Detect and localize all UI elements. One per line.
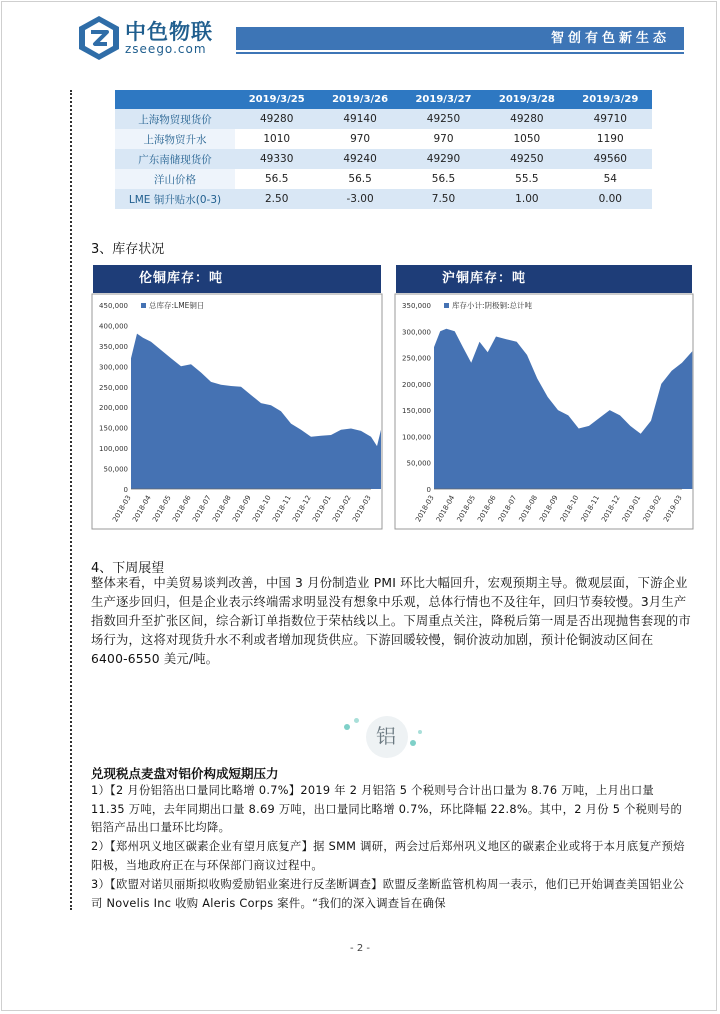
decor-dot bbox=[344, 724, 350, 730]
price-table-header bbox=[115, 90, 235, 109]
x-tick-label: 2018-06 bbox=[476, 494, 498, 524]
table-cell: -3.00 bbox=[318, 189, 401, 209]
x-tick-label: 2018-09 bbox=[231, 494, 253, 524]
table-cell: 2.50 bbox=[235, 189, 318, 209]
table-cell: 970 bbox=[318, 129, 401, 149]
section-heading-inventory: 3、库存状况 bbox=[91, 242, 165, 257]
y-tick-label: 350,000 bbox=[99, 342, 128, 351]
zseego-logo-icon bbox=[75, 14, 123, 62]
x-tick-label: 2018-10 bbox=[558, 494, 581, 524]
table-cell: 49240 bbox=[318, 149, 401, 169]
row-label: 上海物贸现货价 bbox=[115, 109, 235, 129]
x-tick-label: 2018-09 bbox=[538, 494, 560, 524]
table-cell: 0.00 bbox=[569, 189, 652, 209]
y-tick-label: 50,000 bbox=[103, 465, 128, 474]
price-table-header: 2019/3/28 bbox=[485, 90, 568, 109]
table-cell: 49250 bbox=[485, 149, 568, 169]
aluminum-section-title: 兑现税点麦盘对铝价构成短期压力 bbox=[91, 766, 279, 781]
legend-label: 总库存:LME铜日 bbox=[149, 301, 205, 310]
x-tick-label: 2018-07 bbox=[191, 494, 213, 524]
table-cell: 1050 bbox=[485, 129, 568, 149]
table-cell: 56.5 bbox=[318, 169, 401, 189]
legend-label: 库存小计:阴极铜:总计吨 bbox=[452, 301, 533, 310]
y-tick-label: 250,000 bbox=[402, 354, 431, 363]
table-cell: 49280 bbox=[485, 109, 568, 129]
x-tick-label: 2019-03 bbox=[351, 494, 373, 524]
y-tick-label: 300,000 bbox=[99, 363, 128, 372]
y-tick-label: 0 bbox=[426, 486, 431, 494]
chart-title-lme: 伦铜库存：吨 bbox=[93, 265, 381, 293]
x-tick-label: 2018-07 bbox=[496, 494, 519, 524]
x-tick-label: 2019-02 bbox=[641, 494, 664, 524]
table-cell: 49280 bbox=[235, 109, 318, 129]
y-tick-label: 250,000 bbox=[99, 383, 128, 392]
margin-dotted-line bbox=[70, 90, 72, 910]
x-tick-label: 2019-02 bbox=[331, 494, 353, 524]
x-tick-label: 2018-08 bbox=[211, 494, 233, 524]
y-tick-label: 200,000 bbox=[402, 380, 431, 389]
table-cell: 49290 bbox=[402, 149, 485, 169]
decor-dot bbox=[354, 718, 359, 723]
x-tick-label: 2019-03 bbox=[662, 494, 684, 524]
aluminum-badge-label: 铝 bbox=[376, 724, 396, 748]
x-tick-label: 2018-11 bbox=[579, 494, 602, 524]
price-table-header-row bbox=[115, 90, 652, 109]
x-tick-label: 2018-06 bbox=[171, 494, 193, 524]
x-tick-label: 2018-03 bbox=[111, 494, 133, 524]
y-tick-label: 100,000 bbox=[402, 433, 431, 442]
table-row bbox=[115, 149, 652, 169]
y-tick-label: 200,000 bbox=[99, 404, 128, 413]
table-row bbox=[115, 169, 652, 189]
table-cell: 7.50 bbox=[402, 189, 485, 209]
table-cell: 49560 bbox=[569, 149, 652, 169]
price-table-header: 2019/3/26 bbox=[318, 90, 401, 109]
x-tick-label: 2018-12 bbox=[600, 494, 622, 524]
table-cell: 970 bbox=[402, 129, 485, 149]
row-label: 上海物贸升水 bbox=[115, 129, 235, 149]
x-tick-label: 2019-01 bbox=[620, 494, 643, 524]
table-row bbox=[115, 189, 652, 209]
shfe-inventory-chart bbox=[394, 293, 694, 530]
x-tick-label: 2018-04 bbox=[131, 494, 153, 524]
x-tick-label: 2018-05 bbox=[455, 494, 478, 524]
x-tick-label: 2019-01 bbox=[311, 494, 333, 524]
table-cell: 1010 bbox=[235, 129, 318, 149]
outlook-paragraph: 整体来看，中美贸易谈判改善，中国 3 月份制造业 PMI 环比大幅回升，宏观预期主导。微观层面，下游企业生产逐步回归，但是企业表示终端需求明显没有想象中乐观，总体行情也不及往年，回归节奏较慢。3月生产指数回升至扩张区间，综合新订单指数位于荣枯线以上。下周重点关注，降税后第一周是否出现抛售套现的市场行为，这将对现货升水不利或者增加现货供应。下游回暖较慢，铜价波动加剧，预计伦铜波动区间在 6400-6550 美元/吨。 bbox=[91, 576, 691, 666]
table-row bbox=[115, 129, 652, 149]
x-tick-label: 2018-05 bbox=[151, 494, 173, 524]
table-cell: 49140 bbox=[318, 109, 401, 129]
brand-name: 中色物联 bbox=[125, 20, 213, 44]
table-cell: 55.5 bbox=[485, 169, 568, 189]
y-tick-label: 150,000 bbox=[99, 424, 128, 433]
legend-swatch bbox=[444, 303, 449, 308]
table-row bbox=[115, 109, 652, 129]
y-tick-label: 50,000 bbox=[406, 459, 431, 468]
row-label: 洋山价格 bbox=[115, 169, 235, 189]
y-tick-label: 100,000 bbox=[99, 445, 128, 454]
table-cell: 56.5 bbox=[235, 169, 318, 189]
table-cell: 1.00 bbox=[485, 189, 568, 209]
y-tick-label: 350,000 bbox=[402, 302, 431, 310]
x-tick-label: 2018-03 bbox=[414, 494, 436, 524]
y-tick-label: 400,000 bbox=[99, 322, 128, 331]
x-tick-label: 2018-11 bbox=[271, 494, 293, 524]
legend-swatch bbox=[141, 303, 146, 308]
y-tick-label: 450,000 bbox=[99, 302, 128, 310]
page-number: - 2 - bbox=[350, 943, 370, 954]
aluminum-news-item: 2）【郑州巩义地区碳素企业有望月底复产】据 SMM 调研，两会过后郑州巩义地区的碳素企业或将于本月底复产预焙阳极，当地政府正在与环保部门商议过程中。 bbox=[91, 840, 685, 872]
table-cell: 1190 bbox=[569, 129, 652, 149]
row-label: LME 铜升贴水(0-3) bbox=[115, 189, 235, 209]
table-cell: 49330 bbox=[235, 149, 318, 169]
table-cell: 49710 bbox=[569, 109, 652, 129]
header-slogan-bar bbox=[236, 27, 684, 50]
aluminum-news-item: 1）【2 月份铝箔出口量同比略增 0.7%】2019 年 2 月铝箔 5 个税则号合计出口量为 8.76 万吨，上月出口量 11.35 万吨，去年同期出口量 8.69 万吨，出口量同比略增 0.7%，环比降幅 22.8%。其中，2 月份 5 个税则号的铝箔产品出口量环比均降。 bbox=[91, 784, 683, 834]
table-cell: 54 bbox=[569, 169, 652, 189]
x-tick-label: 2018-04 bbox=[434, 494, 457, 524]
price-table-header: 2019/3/29 bbox=[569, 90, 652, 109]
y-tick-label: 0 bbox=[123, 486, 128, 494]
x-tick-label: 2018-12 bbox=[291, 494, 313, 524]
y-tick-label: 150,000 bbox=[402, 407, 431, 416]
lme-inventory-chart bbox=[91, 293, 383, 530]
decor-dot bbox=[410, 740, 416, 746]
section-heading-outlook: 4、下周展望 bbox=[91, 561, 165, 576]
price-table bbox=[115, 90, 652, 209]
decor-dot bbox=[418, 730, 422, 734]
header-slogan: 智创有色新生态 bbox=[550, 31, 670, 46]
brand-url: zseego.com bbox=[125, 42, 207, 56]
x-tick-label: 2018-10 bbox=[251, 494, 273, 524]
row-label: 广东南储现货价 bbox=[115, 149, 235, 169]
table-cell: 49250 bbox=[402, 109, 485, 129]
x-tick-label: 2018-08 bbox=[517, 494, 540, 524]
chart-title-shfe: 沪铜库存：吨 bbox=[396, 265, 692, 293]
price-table-header: 2019/3/25 bbox=[235, 90, 318, 109]
aluminum-news-item: 3）【欧盟对诺贝丽斯拟收购爱励铝业案进行反垄断调查】欧盟反垄断监管机构周一表示，他们已开始调查美国铝业公司 Novelis Inc 收购 Aleris Corps 案件。“我们的深入调查旨在确保 bbox=[91, 878, 685, 910]
header-divider bbox=[236, 52, 684, 54]
y-tick-label: 300,000 bbox=[402, 328, 431, 337]
table-cell: 56.5 bbox=[402, 169, 485, 189]
price-table-header: 2019/3/27 bbox=[402, 90, 485, 109]
